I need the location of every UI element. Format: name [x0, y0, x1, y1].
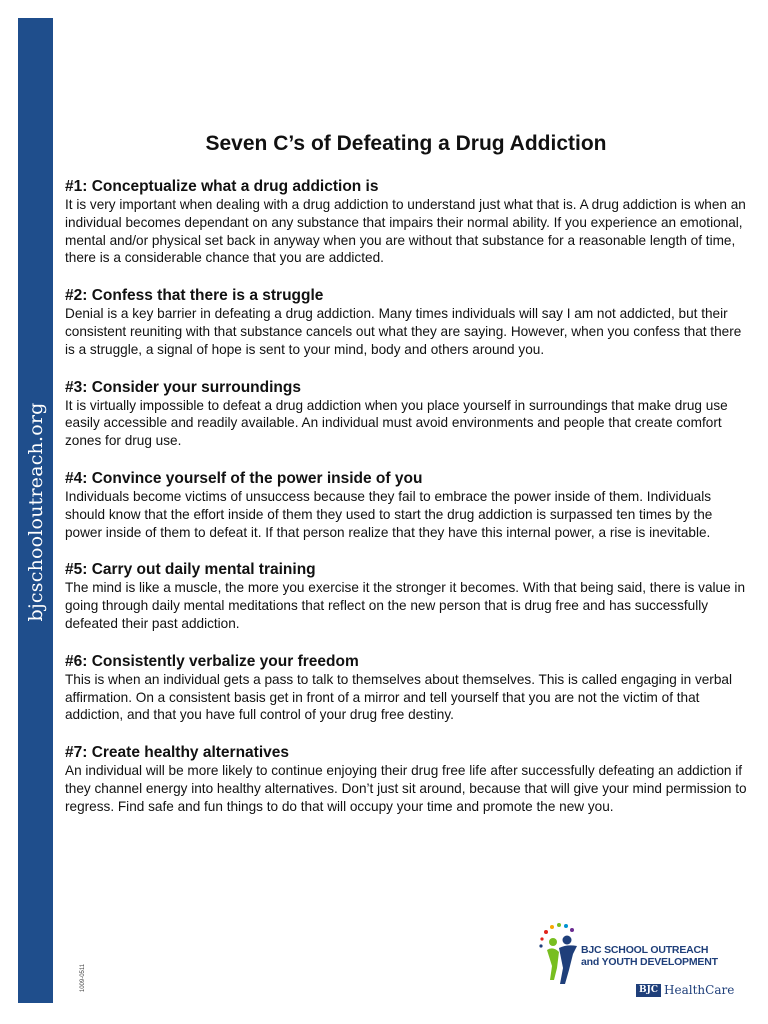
- section-body: Denial is a key barrier in defeating a drug addiction. Many times individuals will say I am not addicted, but their consistent reuniting with that substance cancels out what they are saying. However, when you confess that there is a struggle, a signal of hope is sent to your mind, body and others around you.: [65, 306, 742, 357]
- logo-org-line-2: and YOUTH DEVELOPMENT: [581, 956, 718, 968]
- section-5: [65, 560, 748, 632]
- youth-figures-icon: [537, 922, 581, 986]
- section-3: [65, 378, 748, 450]
- section-heading: #3: Consider your surroundings: [65, 378, 301, 396]
- section-body: An individual will be more likely to continue enjoying their drug free life after successfully defeating an addiction if they channel energy into healthy alternatives. Don’t just sit around, because that will give your mind permission to regress. Find safe and fun things to do that will occupy your time and promote the new you.: [65, 763, 747, 814]
- section-4: [65, 469, 748, 541]
- section-body: It is virtually impossible to defeat a drug addiction when you place yourself in surroundings that make drug use easily accessible and readily available. An individual must avoid environments and people that create comfort zones for drug use.: [65, 397, 728, 449]
- section-heading: #6: Consistently verbalize your freedom: [65, 652, 359, 670]
- bjc-healthcare-brand: [636, 983, 734, 997]
- section-body: This is when an individual gets a pass to talk to themselves about themselves. This is called engaging in verbal affirmation. On a consistent basis get in front of a mirror and tell yourself that you are not the victim of that addiction, and that you have full control of your drug free destiny.: [65, 671, 732, 723]
- healthcare-text: HealthCare: [664, 983, 735, 997]
- document-code: 1009-0511: [80, 963, 86, 993]
- section-body: Individuals become victims of unsuccess because they fail to embrace the power inside of them. Individuals should know that the effort inside of them they used to start the drug addiction is surpassed ten times by the power inside of them to defeat it. If that person realize that they have this internal power, a rise is inevitable.: [65, 488, 713, 540]
- website-url: bjcschooloutreach.org: [25, 402, 47, 622]
- logo-org-name: [581, 944, 718, 968]
- section-heading: #7: Create healthy alternatives: [65, 744, 289, 762]
- section-body: It is very important when dealing with a drug addiction to understand just what that is. A drug addiction is when an individual becomes dependant on any substance that impairs their normal ability. If you experience an emotional, mental and/or physical set back in anyway when you are without that substance for a reasonable length of time, there is a considerable chance that you are addicted.: [65, 197, 746, 266]
- content-body: [65, 177, 748, 835]
- section-heading: #4: Convince yourself of the power inside of you: [65, 469, 423, 487]
- bjc-logo: [537, 920, 737, 1004]
- section-heading: #2: Confess that there is a struggle: [65, 287, 324, 305]
- section-body: The mind is like a muscle, the more you exercise it the stronger it becomes. With that being said, there is value in going through daily mental meditations that reflect on the new person that is drug free and has successfully defeated their past addiction.: [65, 580, 745, 631]
- section-2: [65, 286, 748, 358]
- section-6: [65, 652, 748, 724]
- bjc-box: BJC: [636, 984, 661, 997]
- section-1: [65, 177, 748, 267]
- section-heading: #1: Conceptualize what a drug addiction is: [65, 178, 379, 195]
- page-title: Seven C’s of Defeating a Drug Addiction: [205, 132, 607, 155]
- section-7: [65, 743, 748, 815]
- section-heading: #5: Carry out daily mental training: [65, 561, 316, 579]
- logo-org-line-1: BJC SCHOOL OUTREACH: [581, 944, 709, 956]
